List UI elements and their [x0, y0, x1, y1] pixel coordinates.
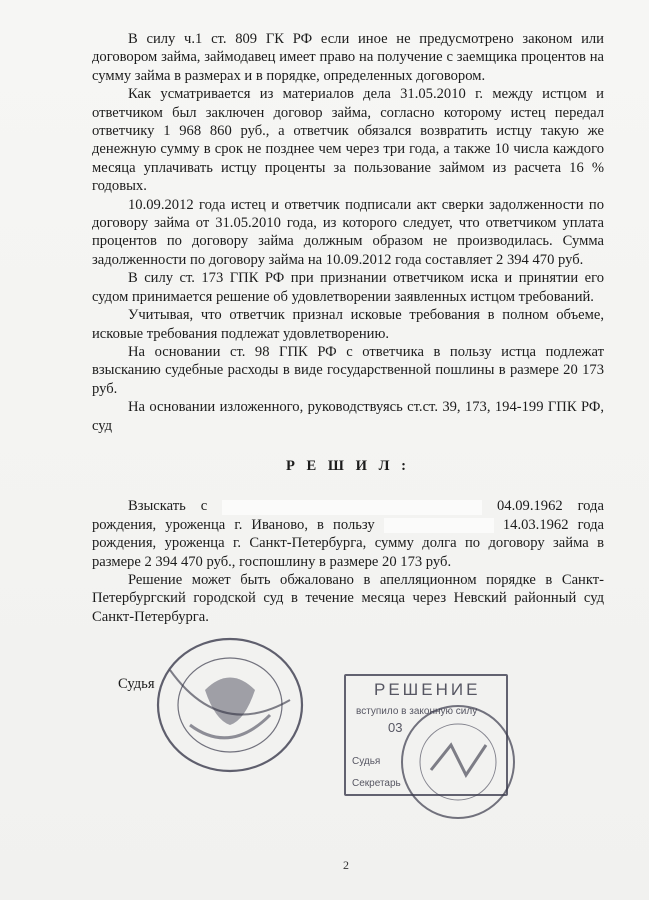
stamp-secretary: Секретарь: [352, 778, 401, 789]
decision-birth: 04.09.1962 года рождения, уроженца г. Иваново, в пользу: [92, 498, 604, 533]
document-body: [92, 30, 604, 626]
judge-label: Судья: [118, 676, 155, 692]
page-number: 2: [343, 858, 349, 872]
paragraph: Как усматривается из материалов дела 31.05.2010 г. между истцом и ответчиком был заключен договор займа, согласно которому истец передал ответчику 1 968 860 руб., а ответчик обязался возвратить истцу такую же денежную сумму в срок не позднее чем через три года, а также 10 числа каждого месяца уплачивать истцу проценты за пользование займом из расчета 16 % годовых.: [92, 86, 604, 195]
redacted-name: [384, 518, 494, 533]
stamp-date: 03: [388, 720, 403, 735]
decision-paragraph: [92, 497, 604, 571]
decision-start: Взыскать с: [128, 498, 208, 515]
paragraph: Учитывая, что ответчик признал исковые требования в полном объеме, исковые требования подлежат удовлетворению.: [92, 307, 604, 342]
redacted-name: [222, 500, 482, 515]
paragraph: 10.09.2012 года истец и ответчик подписали акт сверки задолженности по договору займа от 31.05.2010 года, из которого следует, что ответчиком уплата процентов по договору займа должным образом не производилась. Сумма задолженности по договору займа на 10.09.2012 года составляет 2 394 470 руб.: [92, 196, 604, 268]
appeal-paragraph: Решение может быть обжаловано в апелляционном порядке в Санкт-Петербургский городской суд в течение месяца через Невский районный суд Санкт-Петербурга.: [92, 571, 604, 625]
paragraph: В силу ч.1 ст. 809 ГК РФ если иное не предусмотрено законом или договором займа, займодавец имеет право на получение с заемщика процентов на сумму займа в размерах и в порядке, определенных договором.: [92, 31, 604, 84]
paragraph: В силу ст. 173 ГПК РФ при признании ответчиком иска и принятии его судом принимается решение об удовлетворении заявленных истцом требований.: [92, 270, 604, 305]
stamp-judge: Судья: [352, 756, 381, 767]
decision-heading: Р Е Ш И Л :: [285, 457, 410, 474]
seal-icon: [396, 700, 521, 825]
stamp-title: РЕШЕНИЕ: [374, 680, 481, 699]
court-seal-icon: [150, 630, 310, 780]
paragraph: На основании ст. 98 ГПК РФ с ответчика в пользу истца подлежат взысканию судебные расходы в виде государственной пошлины в размере 20 173 руб.: [92, 343, 604, 397]
stamp-line: вступило в законную силу: [356, 706, 478, 717]
decision-amount: 14.03.1962 года рождения, уроженца г. Санкт-Петербурга, сумму долга по договору займа в размере 2 394 470 руб., госпошлину в размере 20 173 руб.: [92, 516, 604, 570]
paragraph: На основании изложенного, руководствуясь ст.ст. 39, 173, 194-199 ГПК РФ, суд: [92, 399, 604, 434]
